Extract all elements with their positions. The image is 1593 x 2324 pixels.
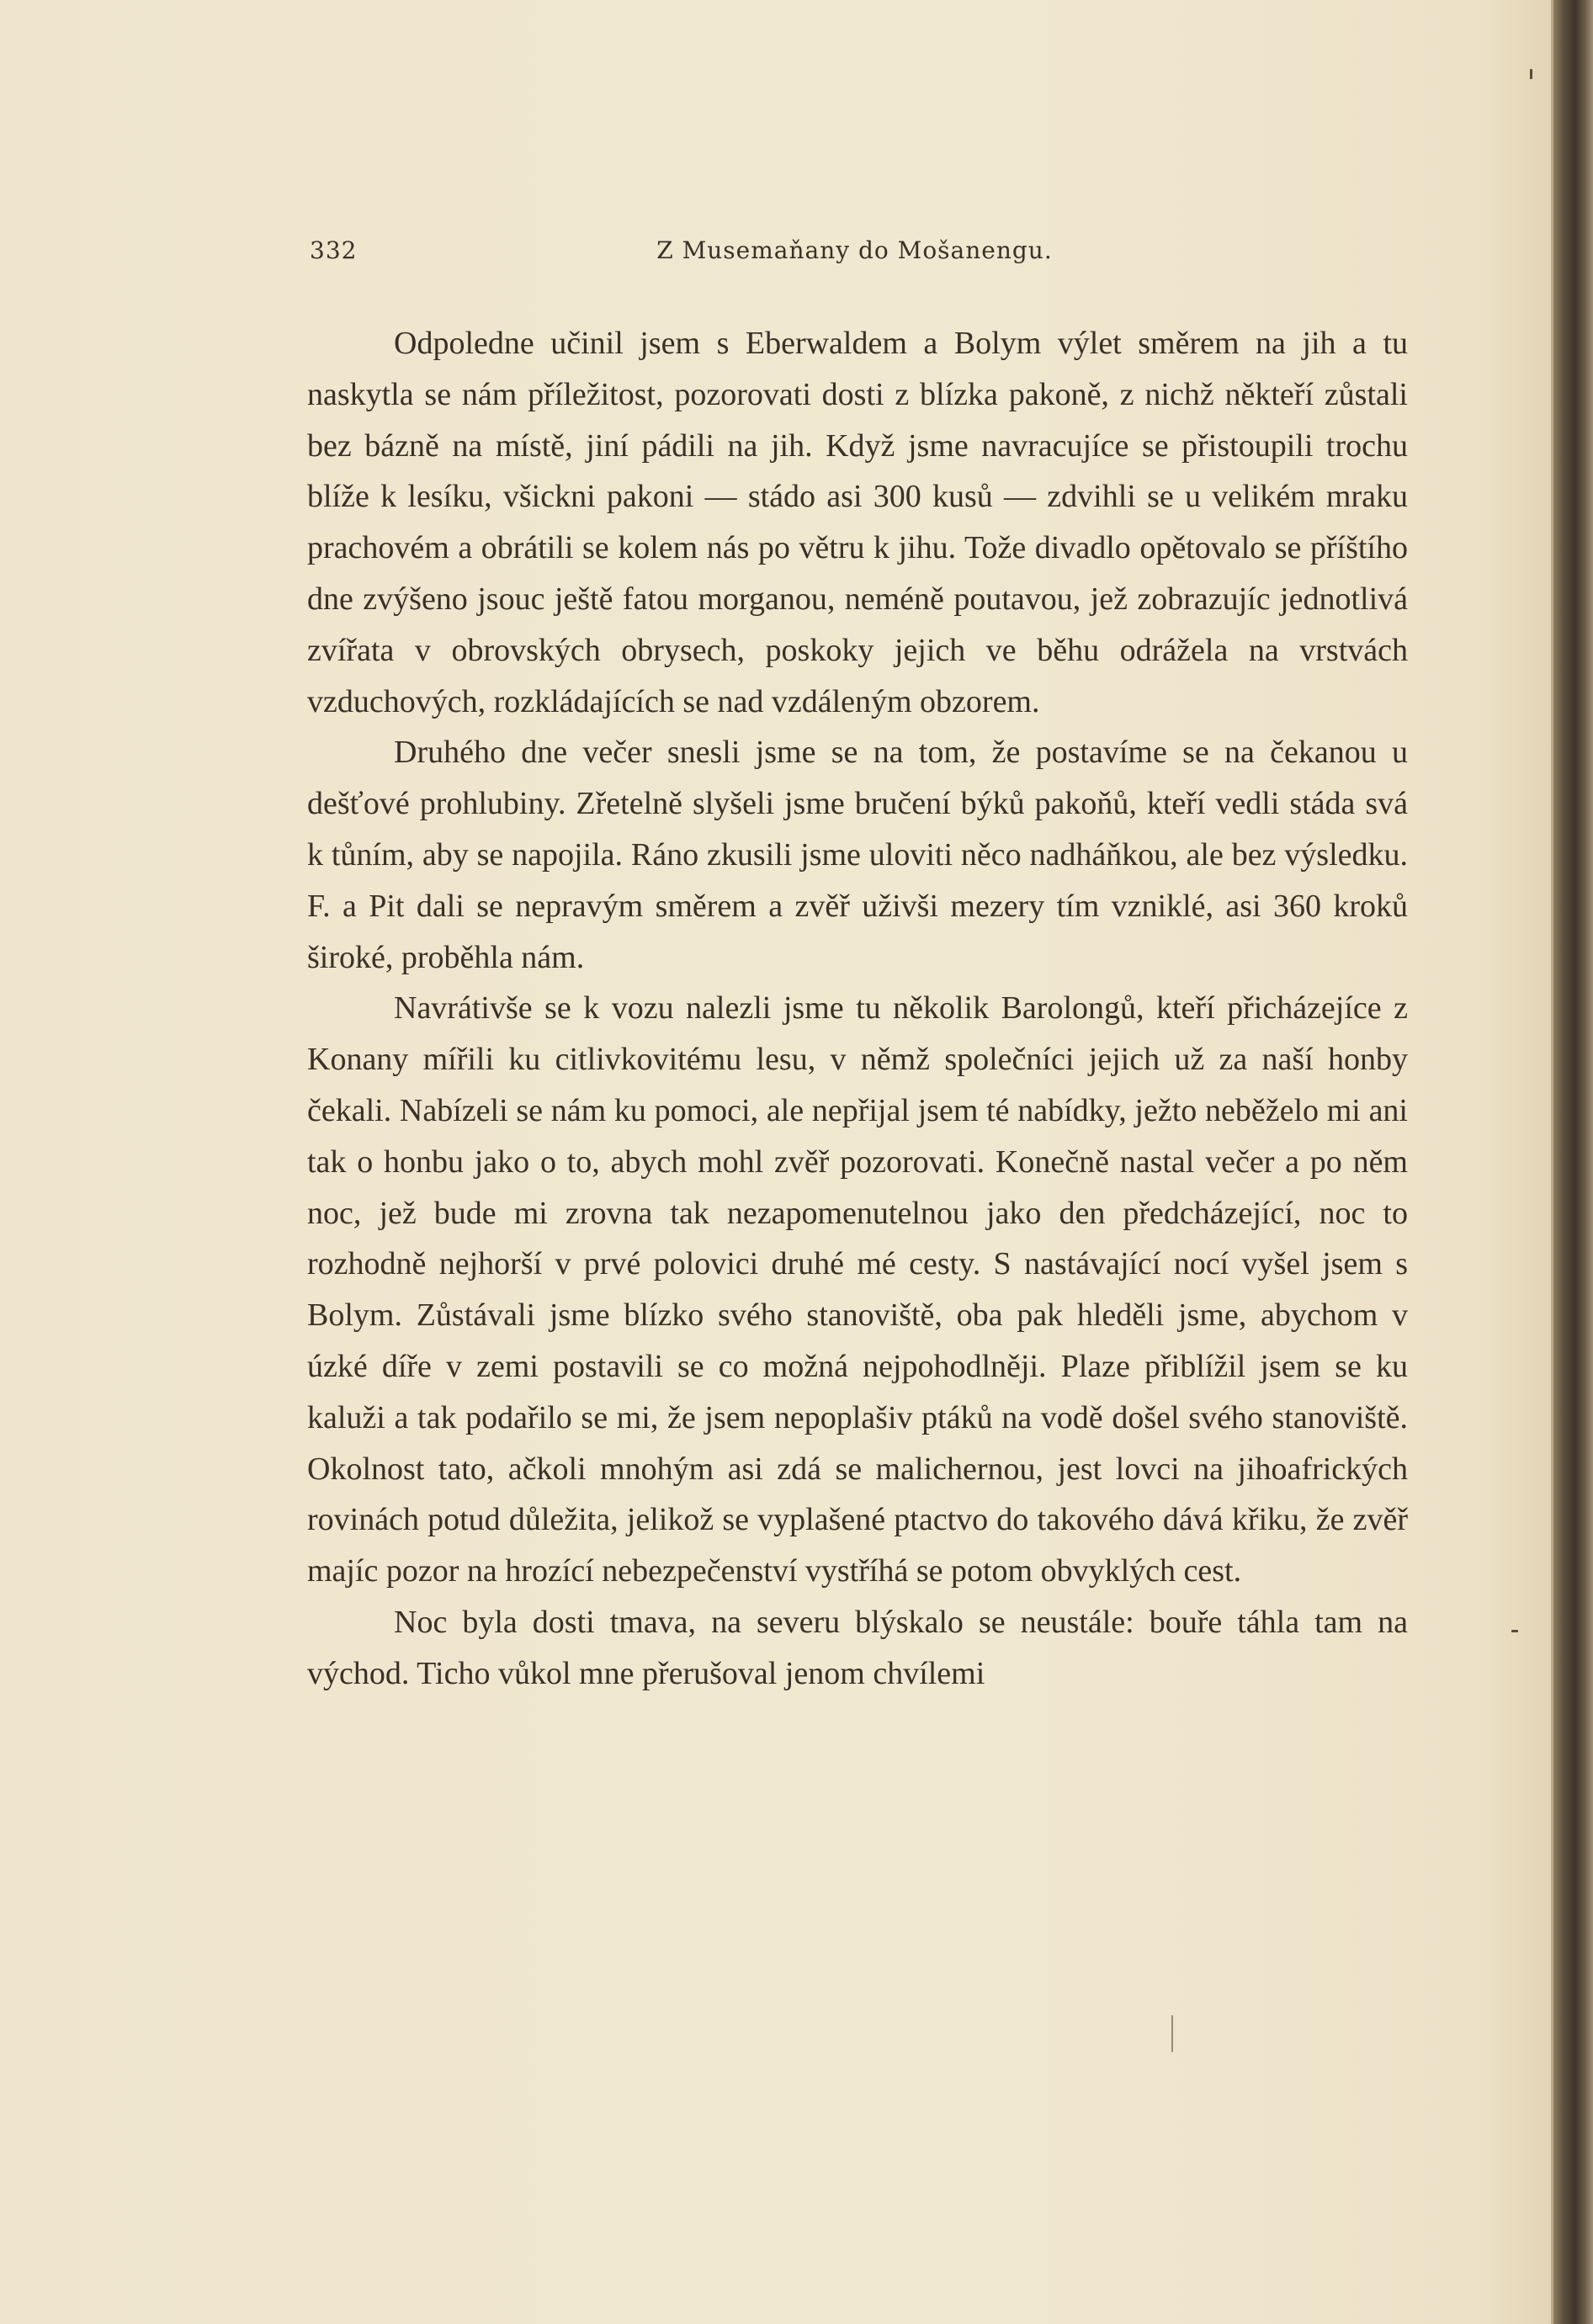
- ink-speck: [1511, 1630, 1518, 1632]
- paragraph: Druhého dne večer snesli jsme se na tom, že postavíme se na čekanou u dešťové prohlubiny. Zřetelně slyšeli jsme bručení býků pakoňů, kteří vedli stáda svá k tůním, aby se napojila. Ráno zkusili jsme uloviti něco nadháňkou, ale bez výsledku. F. a Pit dali se nepravým směrem a zvěř uživši mezery tím vzniklé, asi 360 kroků široké, proběhla nám.: [307, 735, 1408, 975]
- paragraph: Odpoledne učinil jsem s Eberwaldem a Bolym výlet směrem na jih a tu naskytla se nám příležitost, pozorovati dosti z blízka pakoně, z nichž někteří zůstali bez bázně na místě, jiní pádili na jih. Když jsme navracujíce se přistoupili trochu blíže k lesíku, všickni pakoni — stádo asi 300 kusů — zdvihli se u velikém mraku prachovém a obrátili se kolem nás po větru k jihu. Tože divadlo opětovalo se příštího dne zvýšeno jsouc ještě fatou morganou, neméně poutavou, jež zobrazujíc jednotlivá zvířata v obrovských obrysech, poskoky jejich ve běhu odrážela na vrstvách vzduchových, rozkládajících se nad vzdáleným obzorem.: [307, 326, 1408, 719]
- body-text: [307, 318, 1408, 1700]
- running-title: Z Musemaňany do Mošanengu.: [656, 236, 1053, 264]
- ink-speck: [1530, 69, 1532, 79]
- book-spine: [1553, 0, 1593, 2324]
- page-number: 332: [310, 236, 358, 264]
- paragraph: Noc byla dosti tmava, na severu blýskalo se neustále: bouře táhla tam na východ. Ticho vůkol mne přerušoval jenom chvílemi: [307, 1604, 1408, 1691]
- ink-speck: [1171, 2015, 1173, 2052]
- paragraph: Navrátivše se k vozu nalezli jsme tu několik Barolongů, kteří přicházejíce z Konany mířili ku citlivkovitému lesu, v němž společníci jejich už za naší honby čekali. Nabízeli se nám ku pomoci, ale nepřijal jsem té nabídky, ježto neběželo mi ani tak o honbu jako o to, abych mohl zvěř pozorovati. Konečně nastal večer a po něm noc, jež bude mi zrovna tak nezapomenutelnou jako den předcházející, noc to rozhodně nejhorší v prvé polovici druhé mé cesty. S nastávající nocí vyšel jsem s Bolym. Zůstávali jsme blízko svého stanoviště, oba pak hleděli jsme, abychom v úzké díře v zemi postavili se co možná nejpohodlněji. Plaze přiblížil jsem se ku kaluži a tak podařilo se mi, že jsem nepoplašiv ptáků na vodě došel svého stanoviště. Okolnost tato, ačkoli mnohým asi zdá se malichernou, jest lovci na jihoafrických rovinách potud důležita, jelikož se vyplašené ptactvo do takového dává křiku, že zvěř majíc pozor na hrozící nebezpečenství vystříhá se potom obvyklých cest.: [307, 990, 1408, 1589]
- page-header: [310, 236, 1399, 270]
